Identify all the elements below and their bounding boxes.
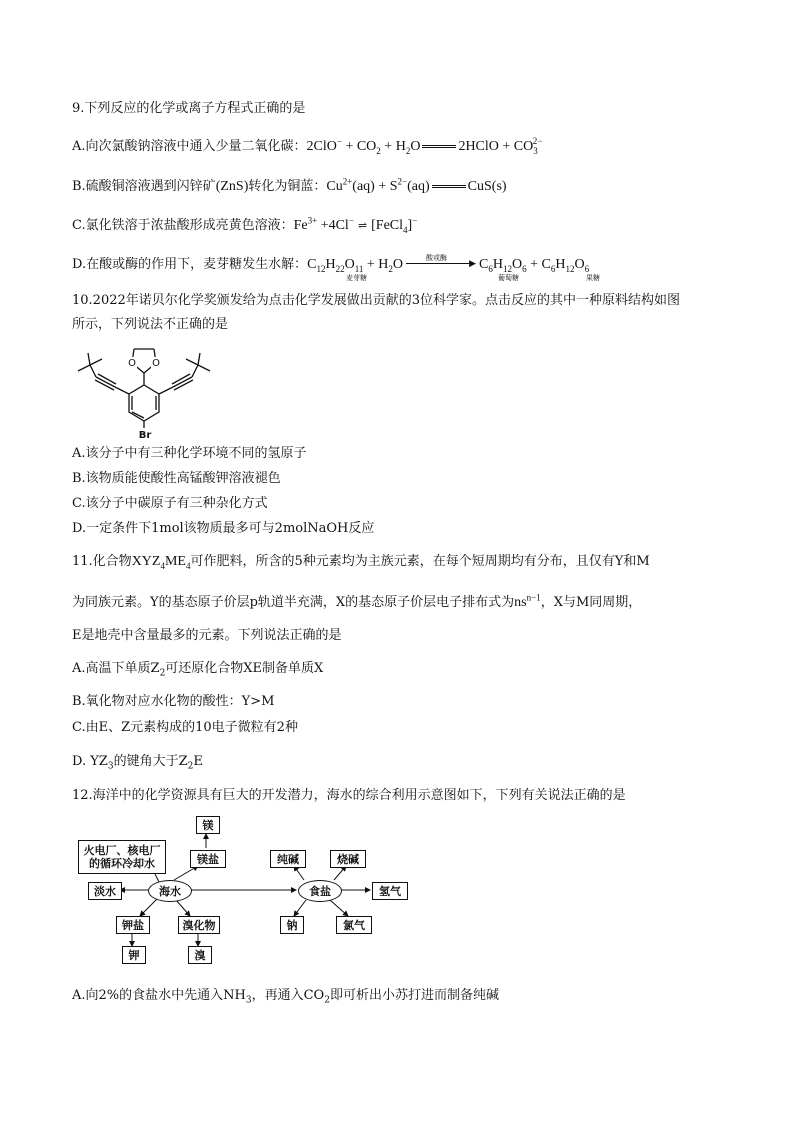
text-part: 的键角大于Z: [113, 754, 188, 769]
text-part: A.向2%的食盐水中先通入NH: [72, 988, 246, 1003]
text-part: E: [193, 754, 203, 769]
fresh-water-box: 淡水: [88, 882, 122, 900]
caustic-soda-box: 烧碱: [330, 850, 366, 868]
magnesium-box: 镁: [196, 816, 220, 834]
power-plant-box: 火电厂、核电厂的循环冷却水: [78, 840, 166, 874]
q10-option-b: B.该物质能使酸性高锰酸钾溶液褪色: [72, 471, 281, 486]
text-part: D. YZ: [72, 754, 108, 769]
text-part: 为同族元素。Y的基态原子价层p轨道半充满，X的基态原子价层电子排布式为: [72, 595, 515, 610]
magnesium-salt-box: 镁盐: [190, 850, 226, 868]
br-label: Br: [138, 430, 152, 440]
eq-part: CuS(s): [467, 179, 507, 194]
eq-part: Fe: [293, 218, 308, 233]
q9-option-a: [72, 138, 542, 156]
text-part: 可还原化合物XE制备单质X: [165, 661, 324, 676]
arrow-head: ▶: [469, 258, 476, 268]
q9-b-text: B.硫酸铜溶液遇到闪锌矿: [72, 179, 216, 194]
q11-option-c: C.由E、Z元素构成的10电子微粒有2种: [72, 720, 298, 735]
soda-ash-box: 纯碱: [270, 850, 306, 868]
q9-d-equation: $C_{12}H_{22}O_{11} + H_2O$ 酸或酶 ▶ $C_6H_{12}O_6 + C_6H_{12}O_6$: [307, 257, 589, 272]
q10-option-d: D.一定条件下1mol该物质最多可与2molNaOH反应: [72, 521, 375, 536]
eq-part: (aq): [407, 179, 430, 194]
text-part: A.高温下单质Z: [72, 661, 160, 676]
svg-text:O: O: [128, 358, 136, 369]
q9-option-b: [72, 178, 507, 196]
q9-a-text: A.向次氯酸钠溶液中通入少量二氧化碳：: [72, 139, 307, 154]
eq-part: (ZnS): [215, 179, 249, 194]
seawater-box: 海水: [148, 880, 192, 902]
text-part: 即可析出小苏打进而制备纯碱: [329, 988, 499, 1003]
q9-b-text2: 转化为铜蓝：: [248, 179, 327, 194]
eq-part: [FeCl: [371, 218, 404, 233]
svg-text:O: O: [152, 358, 160, 369]
eq-part: + CO: [341, 139, 377, 154]
chlorine-box: 氯气: [336, 916, 372, 934]
molecule-structure: [70, 335, 230, 440]
hydrogen-box: 氢气: [372, 882, 408, 900]
q11-stem-line1: [72, 553, 650, 571]
formula: $ns^{n-1}$: [514, 592, 541, 610]
text-part: 可作肥料，所含的5种元素均为主族元素，在每个短周期均有分布，且仅有Y和M: [190, 554, 650, 569]
potassium-salt-box: 钾盐: [116, 916, 150, 934]
eq-part: (aq) + S: [352, 179, 398, 194]
text-part: 11.化合物: [72, 554, 132, 569]
eq-part: +4Cl: [317, 218, 349, 233]
equals-sign: [432, 185, 466, 188]
eq-part: + H: [380, 139, 406, 154]
table-salt-box: 食盐: [298, 880, 342, 902]
q11-option-d: D. $YZ_3$的键角大于$Z_2E$: [72, 754, 203, 772]
formula: $XYZ_4ME_4$: [131, 554, 191, 571]
q9-a-equation: $2ClO^- + CO_2 + H_2O$ 2HClO + $CO_3^{2-}$: [306, 136, 543, 156]
q9-stem: 9.下列反应的化学或离子方程式正确的是: [72, 101, 306, 116]
bromide-box: 溴化物: [178, 916, 220, 934]
potassium-box: 钾: [122, 946, 146, 964]
eq-part: Cu: [326, 179, 343, 194]
arrow-shaft: [406, 263, 472, 264]
q9-option-d: [72, 256, 589, 274]
q10-option-c: C.该分子中碳原子有三种杂化方式: [72, 496, 268, 511]
text-part: ，再通入CO: [251, 988, 325, 1003]
catalyst-label: 酸或酶: [426, 254, 447, 262]
q9-b-equation: $Cu^{2+}(aq) + S^{2-}(aq)$ CuS(s): [326, 176, 507, 194]
q12-stem: 12.海洋中的化学资源具有巨大的开发潜力，海水的综合利用示意图如下，下列有关说法正确的是: [72, 788, 626, 803]
equals-sign: [422, 145, 456, 148]
text-part: ，X与M同周期，: [540, 595, 642, 610]
q11-option-a: A.高温下单质$Z_2$可还原化合物XE制备单质X: [72, 661, 324, 679]
diagram-arrows: [72, 812, 472, 967]
reversible-arrow-icon: ⇌: [357, 220, 368, 232]
seawater-utilization-diagram: [72, 812, 472, 967]
q10-stem-line2: 所示，下列说法不正确的是: [72, 317, 229, 332]
q9-c-equation: $Fe^{3+} +4Cl^-$ ⇌ [FeCl$_4$]−: [293, 215, 418, 235]
q11-stem-line2: [72, 594, 641, 612]
q10-option-a: A.该分子中有三种化学环境不同的氢原子: [72, 446, 307, 461]
eq-part: O: [410, 139, 421, 154]
q11-stem-line3: E是地壳中含量最多的元素。下列说法正确的是: [72, 628, 342, 643]
eq-part: 2HClO + CO: [458, 139, 534, 154]
maltose-label: 麦芽糖: [346, 274, 367, 282]
fructose-label: 果糖: [586, 274, 600, 282]
q9-d-text: D.在酸或酶的作用下，麦芽糖发生水解：: [72, 257, 308, 272]
glucose-label: 葡萄糖: [498, 274, 519, 282]
q10-stem-line1: 10.2022年诺贝尔化学奖颁发给为点击化学发展做出贡献的3位科学家。点击反应的其中一种原料结构如图: [72, 293, 681, 308]
q12-option-a: A.向2%的食盐水中先通入$NH_3$，再通入$CO_2$即可析出小苏打进而制备纯碱: [72, 988, 499, 1006]
reaction-arrow-icon: [406, 254, 476, 268]
bromine-box: 溴: [188, 946, 212, 964]
q11-option-b: B.氧化物对应水化物的酸性：Y>M: [72, 694, 275, 709]
sodium-box: 钠: [280, 916, 304, 934]
q9-option-c: [72, 217, 417, 235]
q9-c-text: C.氯化铁溶于浓盐酸形成亮黄色溶液：: [72, 218, 294, 233]
eq-part: 2ClO: [306, 139, 337, 154]
